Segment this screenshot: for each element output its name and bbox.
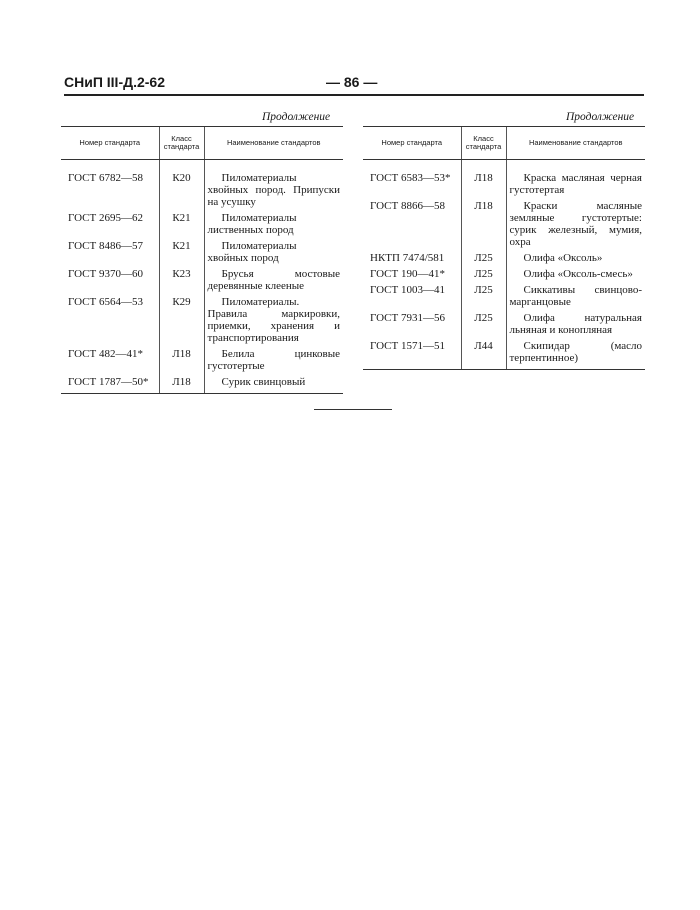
standard-class: Л25 (461, 266, 506, 282)
standard-number: ГОСТ 1787—50* (61, 374, 159, 394)
standard-name: Олифа «Оксоль-смесь» (506, 266, 645, 282)
standard-number: ГОСТ 6564—53 (68, 296, 143, 308)
table-row (61, 374, 343, 394)
header-number: Номер стандарта (61, 127, 159, 160)
table-row (61, 160, 343, 211)
table-row (363, 310, 645, 338)
header-class: Класс стандарта (461, 127, 506, 160)
standard-name: Брусья мостовые деревянные клееные (204, 266, 343, 294)
standard-name: Сиккативы свинцово-марганцовые (506, 282, 645, 310)
standard-name: Сурик свинцовый (204, 374, 343, 394)
standard-class: К21 (159, 210, 204, 238)
standard-class: Л25 (461, 310, 506, 338)
table-row (363, 160, 645, 199)
standard-number: ГОСТ 7931—56 (370, 312, 445, 324)
header-name: Наименование стандартов (506, 127, 645, 160)
page-header (64, 70, 644, 92)
standard-class: Л44 (461, 338, 506, 370)
standard-name: Краски масляные земляные густотертые: сурик железный, мумия, охра (506, 198, 645, 250)
standard-class: Л25 (461, 282, 506, 310)
table-row (363, 250, 645, 266)
page-number: — 86 — (326, 74, 378, 90)
standard-name: Скипидар (масло терпентинное) (506, 338, 645, 370)
standard-class: Л25 (461, 250, 506, 266)
table-header-row (61, 127, 343, 160)
header-class: Класс стандарта (159, 127, 204, 160)
standard-class: К23 (159, 266, 204, 294)
standard-number: ГОСТ 190—41* (370, 268, 445, 280)
table-row (61, 294, 343, 346)
standard-number: ГОСТ 2695—62 (68, 212, 143, 224)
standard-class: Л18 (159, 374, 204, 394)
standard-class: К29 (159, 294, 204, 346)
standard-name: Олифа «Оксоль» (506, 250, 645, 266)
end-divider (314, 409, 392, 410)
table-row (363, 266, 645, 282)
standard-number: ГОСТ 6782—58 (68, 172, 143, 184)
standard-number: НКТП 7474/581 (370, 252, 445, 264)
table-row (61, 210, 343, 238)
standard-class: Л18 (461, 160, 506, 199)
standard-name: Пиломатериалы. Правила маркировки, приемки, хранения и транспортирования (204, 294, 343, 346)
standard-number: ГОСТ 482—41* (68, 348, 143, 360)
standard-number: ГОСТ 6583—53* (370, 172, 451, 184)
header-divider (64, 94, 644, 96)
standard-number: ГОСТ 8866—58 (370, 200, 445, 212)
table-row (61, 266, 343, 294)
document-code: СНиП III-Д.2-62 (64, 74, 165, 90)
standards-table-right (363, 126, 645, 370)
table-row (61, 238, 343, 266)
table-row (363, 338, 645, 370)
standard-class: Л18 (159, 346, 204, 374)
standard-number: ГОСТ 1571—51 (363, 338, 461, 370)
standard-number: ГОСТ 1003—41 (370, 284, 445, 296)
standard-name: Олифа натуральная льняная и конопляная (506, 310, 645, 338)
standard-name: Белила цинковые густотертые (204, 346, 343, 374)
standard-class: К20 (159, 160, 204, 211)
table-header-row (363, 127, 645, 160)
header-name: Наименование стандартов (204, 127, 343, 160)
standard-number: ГОСТ 9370—60 (68, 268, 143, 280)
table-row (61, 346, 343, 374)
table-row (363, 198, 645, 250)
continuation-label-right: Продолжение (566, 111, 635, 123)
table-body-left (61, 160, 343, 394)
continuation-label-left: Продолжение (262, 111, 331, 123)
standards-table-left (61, 126, 343, 394)
standard-name: Пиломатериалы лиственных пород (204, 210, 343, 238)
table-row (363, 282, 645, 310)
standard-name: Пиломатериалы хвойных пород. Припуски на усушку (204, 160, 343, 211)
table-body-right (363, 160, 645, 370)
standard-number: ГОСТ 8486—57 (68, 240, 143, 252)
standard-class: Л18 (461, 198, 506, 250)
standard-name: Краска масляная черная густотертая (506, 160, 645, 199)
standard-class: К21 (159, 238, 204, 266)
header-number: Номер стандарта (363, 127, 461, 160)
standard-name: Пиломатериалы хвойных пород (204, 238, 343, 266)
